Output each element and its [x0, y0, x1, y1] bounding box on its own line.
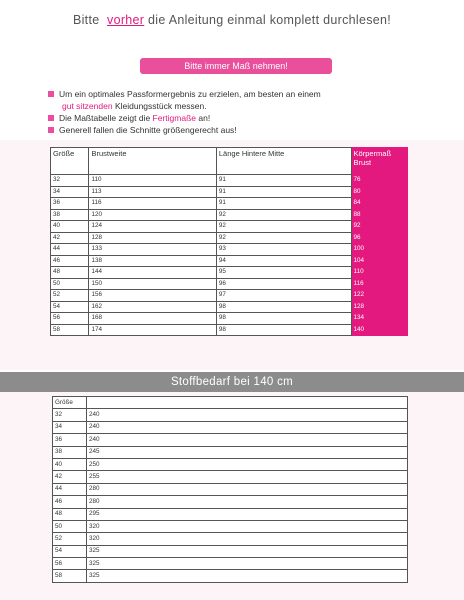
cell-chest-width: 168: [89, 313, 216, 325]
cell-size: 56: [51, 313, 89, 325]
cell-back-length: 94: [216, 255, 351, 267]
bullet-1-cont: [48, 100, 321, 112]
header-back-length: Länge Hintere Mitte: [216, 148, 351, 175]
bullet-1: [48, 88, 321, 100]
cell-body-chest: 128: [351, 301, 407, 313]
cell-chest-width: 162: [89, 301, 216, 313]
info-bullets: [48, 88, 321, 136]
fabric-header-size: Größe: [53, 397, 87, 409]
cell-size: 46: [51, 255, 89, 267]
bullet-square-icon: [48, 115, 54, 121]
cell-fabric-amount: 280: [87, 483, 408, 495]
cell-fabric-amount: 320: [87, 533, 408, 545]
cell-body-chest: 80: [351, 186, 407, 198]
cell-size: 36: [51, 198, 89, 210]
bullet-square-icon: [48, 127, 54, 133]
cell-body-chest: 134: [351, 313, 407, 325]
table-row: [51, 209, 408, 221]
cell-back-length: 95: [216, 267, 351, 279]
cell-size: 32: [53, 409, 87, 421]
cell-size: 44: [51, 244, 89, 256]
cell-fabric-amount: 320: [87, 520, 408, 532]
cell-body-chest: 76: [351, 175, 407, 187]
table-row: [53, 496, 408, 508]
table-row: [53, 558, 408, 570]
cell-size: 34: [51, 186, 89, 198]
table-row: [51, 301, 408, 313]
cell-size: 40: [53, 458, 87, 470]
cell-fabric-amount: 245: [87, 446, 408, 458]
cell-size: 52: [53, 533, 87, 545]
table-row: [53, 520, 408, 532]
table-row: [51, 244, 408, 256]
cell-back-length: 91: [216, 198, 351, 210]
cell-size: 58: [53, 570, 87, 582]
bullet-1-rest: Kleidungsstück messen.: [112, 101, 207, 111]
header-body-chest: Körpermaß Brust: [351, 148, 407, 175]
bullet-1-text: Um ein optimales Passformergebnis zu erzielen, am besten an einem: [59, 89, 321, 99]
table-row: [51, 290, 408, 302]
table-row: [53, 508, 408, 520]
cell-chest-width: 144: [89, 267, 216, 279]
header-chest-width: Brustweite: [89, 148, 216, 175]
table-row: [51, 232, 408, 244]
table-row: [51, 175, 408, 187]
table-row: [53, 545, 408, 557]
header-pre: Bitte: [72, 13, 104, 27]
cell-size: 40: [51, 221, 89, 233]
header-post: die Anleitung einmal komplett durchlesen!: [144, 13, 392, 27]
cell-body-chest: 122: [351, 290, 407, 302]
cell-size: 38: [51, 209, 89, 221]
cell-size: 50: [53, 520, 87, 532]
cell-body-chest: 100: [351, 244, 407, 256]
cell-size: 46: [53, 496, 87, 508]
cell-back-length: 92: [216, 209, 351, 221]
bullet-square-icon: [48, 91, 54, 97]
table-row: [53, 434, 408, 446]
table-row: [51, 198, 408, 210]
cell-back-length: 98: [216, 324, 351, 336]
cell-body-chest: 84: [351, 198, 407, 210]
table-row: [51, 267, 408, 279]
cell-fabric-amount: 240: [87, 409, 408, 421]
cell-fabric-amount: 325: [87, 545, 408, 557]
header-highlight: vorher: [107, 13, 145, 27]
cell-size: 44: [53, 483, 87, 495]
cell-body-chest: 104: [351, 255, 407, 267]
size-table-body: [51, 175, 408, 336]
table-row: [53, 483, 408, 495]
table-row: [51, 221, 408, 233]
cell-size: 42: [51, 232, 89, 244]
cell-fabric-amount: 280: [87, 496, 408, 508]
bullet-2-pre: Die Maßtabelle zeigt die: [59, 113, 153, 123]
cell-back-length: 91: [216, 186, 351, 198]
cell-body-chest: 116: [351, 278, 407, 290]
cell-back-length: 97: [216, 290, 351, 302]
bullet-2: [48, 112, 321, 124]
bullet-2-post: an!: [196, 113, 211, 123]
cell-size: 42: [53, 471, 87, 483]
cell-chest-width: 128: [89, 232, 216, 244]
cell-body-chest: 92: [351, 221, 407, 233]
cell-size: 52: [51, 290, 89, 302]
table-row: [51, 278, 408, 290]
page-header: [0, 13, 464, 27]
header-size: Größe: [51, 148, 89, 175]
cell-size: 54: [53, 545, 87, 557]
cell-size: 58: [51, 324, 89, 336]
cell-back-length: 96: [216, 278, 351, 290]
table-row: [53, 471, 408, 483]
cell-body-chest: 88: [351, 209, 407, 221]
size-table: [50, 147, 408, 336]
table-row: [53, 570, 408, 582]
cell-fabric-amount: 240: [87, 434, 408, 446]
cell-size: 32: [51, 175, 89, 187]
cell-chest-width: 174: [89, 324, 216, 336]
cell-chest-width: 113: [89, 186, 216, 198]
fabric-table-body: [53, 409, 408, 582]
table-row: [51, 313, 408, 325]
cell-size: 56: [53, 558, 87, 570]
cell-fabric-amount: 255: [87, 471, 408, 483]
bullet-1-pink: gut sitzenden: [62, 101, 113, 111]
table-row: [51, 255, 408, 267]
cell-size: 36: [53, 434, 87, 446]
cell-back-length: 93: [216, 244, 351, 256]
cell-back-length: 98: [216, 313, 351, 325]
cell-back-length: 92: [216, 232, 351, 244]
cell-chest-width: 110: [89, 175, 216, 187]
table-row: [53, 421, 408, 433]
fabric-header-empty: [87, 397, 408, 409]
cell-size: 50: [51, 278, 89, 290]
size-table-header: [51, 148, 408, 175]
cell-body-chest: 96: [351, 232, 407, 244]
fabric-banner: Stoffbedarf bei 140 cm: [0, 372, 464, 392]
cell-fabric-amount: 325: [87, 570, 408, 582]
cell-chest-width: 138: [89, 255, 216, 267]
cell-chest-width: 124: [89, 221, 216, 233]
cell-size: 34: [53, 421, 87, 433]
cell-fabric-amount: 240: [87, 421, 408, 433]
fabric-table: [52, 396, 408, 583]
cell-chest-width: 156: [89, 290, 216, 302]
cell-back-length: 91: [216, 175, 351, 187]
cell-fabric-amount: 295: [87, 508, 408, 520]
cell-size: 48: [51, 267, 89, 279]
cell-chest-width: 133: [89, 244, 216, 256]
cell-body-chest: 140: [351, 324, 407, 336]
bullet-2-pink: Fertigmaße: [152, 113, 197, 123]
cell-size: 54: [51, 301, 89, 313]
cell-chest-width: 116: [89, 198, 216, 210]
table-row: [51, 186, 408, 198]
bullet-3-text: Generell fallen die Schnitte größengerecht aus!: [59, 125, 237, 135]
cell-back-length: 98: [216, 301, 351, 313]
table-row: [53, 533, 408, 545]
table-row: [51, 324, 408, 336]
bullet-3: [48, 124, 321, 136]
table-row: [53, 409, 408, 421]
cell-size: 48: [53, 508, 87, 520]
cell-chest-width: 150: [89, 278, 216, 290]
table-row: [53, 458, 408, 470]
cell-fabric-amount: 325: [87, 558, 408, 570]
cell-back-length: 92: [216, 221, 351, 233]
cell-chest-width: 120: [89, 209, 216, 221]
cell-body-chest: 110: [351, 267, 407, 279]
fabric-table-header: [53, 397, 408, 409]
cell-size: 38: [53, 446, 87, 458]
table-row: [53, 446, 408, 458]
measure-notice-pill: Bitte immer Maß nehmen!: [140, 58, 332, 74]
cell-fabric-amount: 250: [87, 458, 408, 470]
